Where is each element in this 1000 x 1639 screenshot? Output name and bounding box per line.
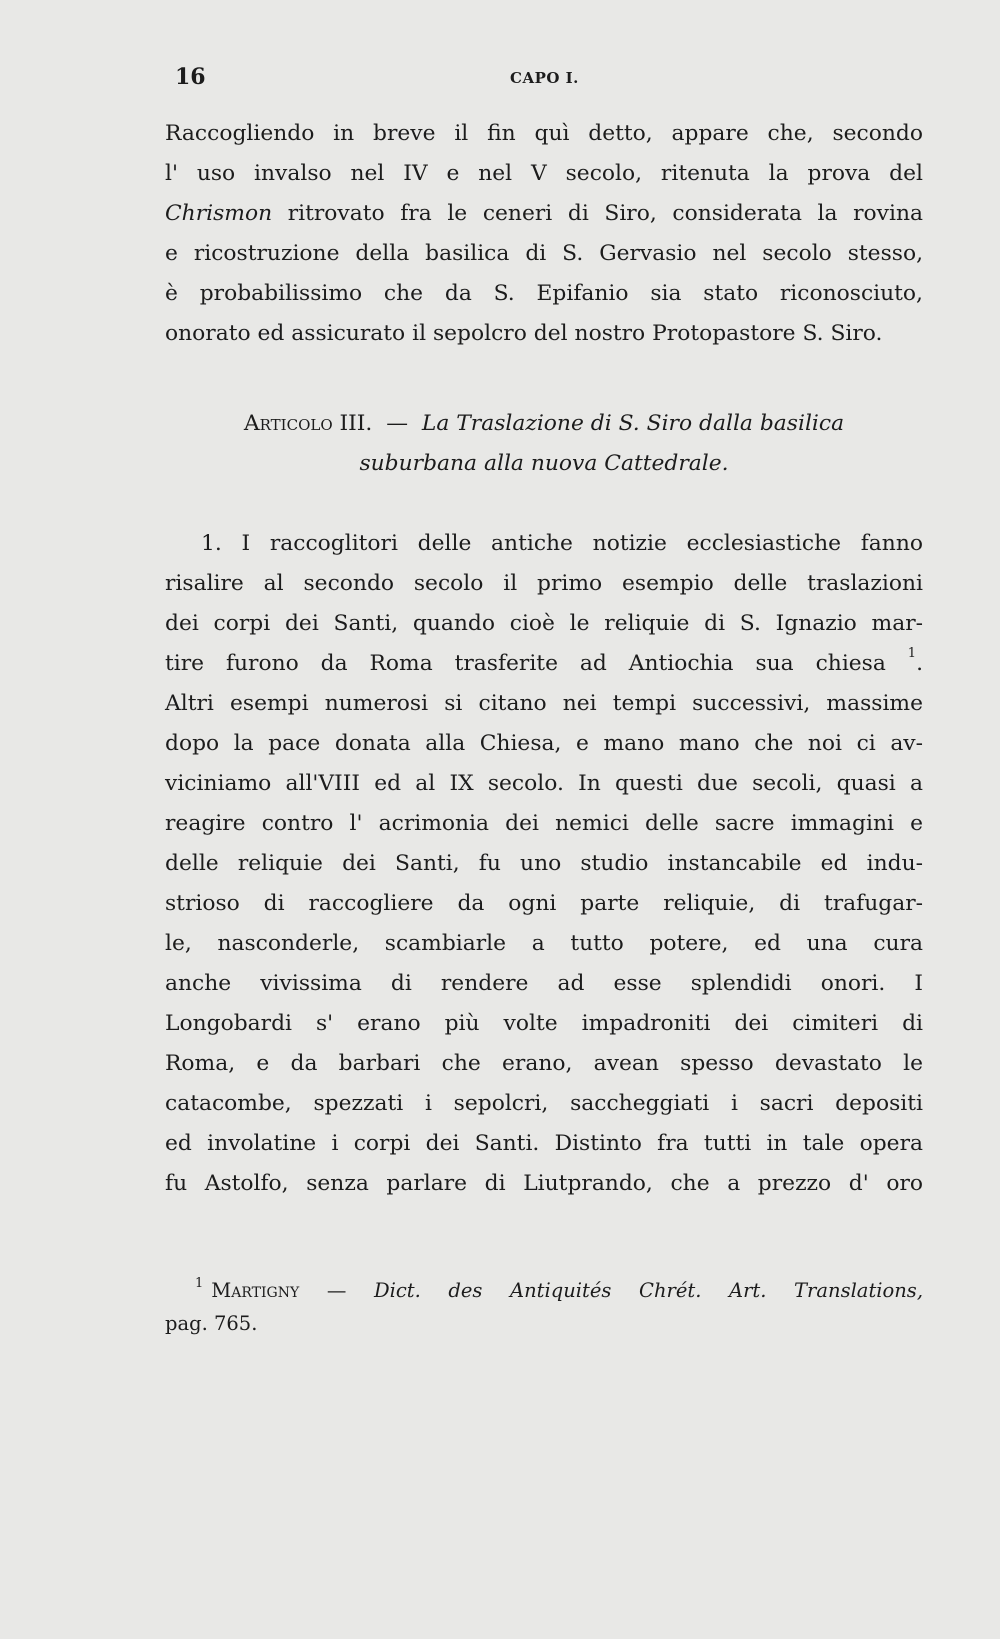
footnote-page: pag. 765. [165,1312,258,1335]
article-heading-line-2 [165,444,923,484]
text-line: catacombe, spezzati i sepolcri, saccheggiati i sacri depositi [165,1091,923,1116]
footnote-author: Martigny [211,1279,300,1302]
running-head [175,64,875,94]
page-number: 16 [175,64,206,90]
article-title-line-2: suburbana alla nuova Cattedrale. [359,451,729,476]
article-title-line-1: La Traslazione di S. Siro dalla basilica [421,411,845,436]
chapter-title: CAPO I. [510,69,579,87]
text-line: strioso di raccogliere da ogni parte reliquie, di trafugar- [165,891,923,916]
text-line: anche vivissima di rendere ad esse splendidi onori. I [165,971,923,996]
text-line: reagire contro l' acrimonia dei nemici delle sacre immagini e [165,811,923,836]
footnote-work: Dict. des Antiquités Chrét. Art. Translations, [373,1279,924,1302]
footnote [165,1274,923,1340]
footnote-line-1 [165,1274,923,1307]
italic-term-chrismon: Chrismon [165,201,273,226]
text-line: dopo la pace donata alla Chiesa, e mano mano che noi ci av- [165,731,923,756]
text-line: e ricostruzione della basilica di S. Gervasio nel secolo stesso, [165,241,923,266]
article-heading-line-1 [165,404,923,444]
text-line-rest: ritrovato fra le ceneri di Siro, considerata la rovina [272,201,923,226]
text-line: viciniamo all'VIII ed al IX secolo. In questi due secoli, quasi a [165,771,923,796]
text-line: Raccogliendo in breve il fin quì detto, appare che, secondo [165,121,923,146]
footnote-reference: 1 [907,646,917,661]
text-line: Roma, e da barbari che erano, avean spesso devastato le [165,1051,923,1076]
text-line: dei corpi dei Santi, quando cioè le reliquie di S. Ignazio mar- [165,611,923,636]
text-line: 1. I raccoglitori delle antiche notizie ecclesiastiche fanno [201,531,923,556]
text-line: l' uso invalso nel IV e nel V secolo, ritenuta la prova del [165,161,923,186]
text-line: Altri esempi numerosi si citano nei tempi successivi, massime [165,691,923,716]
text-line: è probabilissimo che da S. Epifanio sia stato riconosciuto, [165,281,923,306]
text-line: fu Astolfo, senza parlare di Liutprando, che a prezzo d' oro [165,1171,923,1196]
text-line: delle reliquie dei Santi, fu uno studio instancabile ed indu- [165,851,923,876]
article-label: Articolo III. [243,411,373,436]
text-line-end: . [916,651,923,676]
text-line [165,194,923,234]
text-line: onorato ed assicurato il sepolcro del nostro Protopastore S. Siro. [165,321,883,346]
text-line-main: tire furono da Roma trasferite ad Antiochia sua chiesa [165,651,886,676]
article-heading [165,404,923,484]
text-line: risalire al secondo secolo il primo esempio delle traslazioni [165,571,923,596]
text-line: le, nasconderle, scambiarle a tutto potere, ed una cura [165,931,923,956]
text-line [165,644,923,684]
text-line: ed involatine i corpi dei Santi. Distinto fra tutti in tale opera [165,1131,923,1156]
paragraph-1 [165,114,923,354]
article-dash: — [386,411,408,436]
footnote-dash: — [326,1279,347,1302]
text-line: Longobardi s' erano più volte impadroniti dei cimiteri di [165,1011,923,1036]
paragraph-2 [165,524,923,1204]
footnote-mark: 1 [195,1276,204,1291]
